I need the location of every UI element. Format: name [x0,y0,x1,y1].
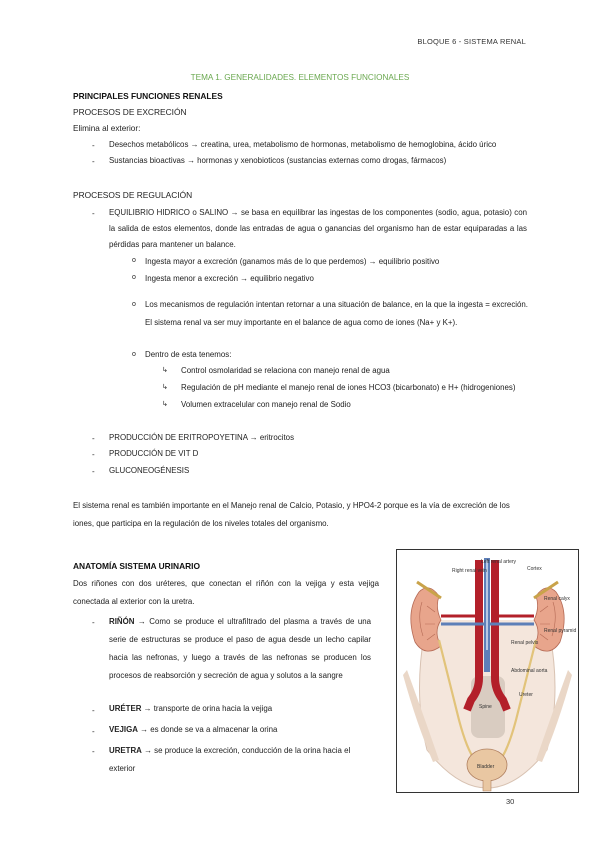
label-left-renal-artery: Left renal artery [481,559,517,565]
anatomia-heading: ANATOMÍA SISTEMA URINARIO [73,561,201,571]
principales-heading: PRINCIPALES FUNCIONES RENALES [73,91,223,101]
label-abdominal-aorta: Abdominal aorta [511,668,548,674]
definition: → es donde se va a almacenar la orina [137,725,278,734]
bullet-dash: - [92,157,95,166]
anatomia-item-vejiga [109,722,371,738]
anatomia-item-rinon [109,613,371,685]
bullet-dash: - [92,141,95,150]
urinary-system-figure [396,549,579,793]
other-item: PRODUCCIÓN DE ERITROPOYETINA → eritrocitos [109,433,295,442]
urinary-system-illustration [397,550,578,792]
calcio-paragraph: El sistema renal es también importante en el Manejo renal de Calcio, Potasio, y HPO4-2 porque es la vía de excreción de los iones, que participa en la regulación de los niveles totales del organismo. [73,501,510,528]
circle-item: Ingesta menor a excreción → equilibrio negativo [145,274,314,283]
bullet-dash: - [92,209,95,218]
bullet-circle: o [132,301,136,308]
equilibrio-paragraph: EQUILIBRIO HIDRICO o SALINO → se basa en equilibrar las ingestas de los componentes (sodio, agua, potasio) con la salida de estos elementos, donde las entradas de agua o ganancias del organismo han de estar equiparadas a las pérdidas para mantener un balance. [109,208,527,249]
arrow-bullet-icon: ↳ [162,401,168,408]
page-number: 30 [506,797,515,806]
term: URETRA [109,746,142,755]
arrow-item: Regulación de pH mediante el manejo renal de iones HCO3 (bicarbonato) e H+ (hidrogeniones) [181,383,516,392]
bullet-circle: o [132,274,136,281]
running-header: BLOQUE 6 - SISTEMA RENAL [417,37,526,46]
other-item: PRODUCCIÓN DE VIT D [109,449,199,458]
bullet-dash: - [92,467,95,476]
term: RIÑÓN [109,617,135,626]
definition: → transporte de orina hacia la vejiga [141,704,273,713]
label-cortex: Cortex [527,566,542,572]
anatomia-item-uretra [109,742,373,778]
arrow-item: Volumen extracelular con manejo renal de Sodio [181,400,351,409]
definition: → Como se produce el ultrafiltrado del plasma a través de una serie de estructuras se produce el paso de agua desde un lecho capilar hacia las nefronas, y luego a través de las nefronas se producen los procesos de reabsorción y secreción de agua y solutos a la sangre [109,617,371,680]
label-renal-calyx: Renal calyx [544,596,570,602]
arrow-bullet-icon: ↳ [162,384,168,391]
bullet-dash: - [92,450,95,459]
label-renal-pelvis: Renal pelvis [511,640,539,646]
bullet-dash: - [92,434,95,443]
arrow-bullet-icon: ↳ [162,367,168,374]
circle-item: Ingesta mayor a excreción (ganamos más de lo que perdemos) → equilibrio positivo [145,257,440,266]
label-renal-pyramid: Renal pyramid [544,628,577,634]
bullet-dash: - [92,706,95,715]
arrow-item: Control osmolaridad se relaciona con manejo renal de agua [181,366,390,375]
page-title: TEMA 1. GENERALIDADES. ELEMENTOS FUNCIONALES [190,73,410,82]
urethra-shape [483,780,491,791]
circle-item: Los mecanismos de regulación intentan retornar a una situación de balance, en la que la ingesta = excreción. El sistema renal va ser muy importante en el balance de agua como de iones (Na+ y K+). [145,300,528,327]
excrecion-item: Desechos metabólicos → creatina, urea, metabolismo de hormonas, metabolismo de hemoglobina, ácido úrico [109,140,497,149]
term: URÉTER [109,704,142,713]
bullet-dash: - [92,727,95,736]
label-ureter: Ureter [519,692,533,698]
circle-item: Dentro de esta tenemos: [145,350,232,359]
regulacion-heading: PROCESOS DE REGULACIÓN [73,190,193,200]
excrecion-intro: Elimina al exterior: [73,124,141,133]
label-right-renal-vein: Right renal vein [452,568,487,574]
term: VEJIGA [109,725,138,734]
excrecion-item: Sustancias bioactivas → hormonas y xenobioticos (sustancias externas como drogas, fármacos) [109,156,447,165]
bullet-circle: o [132,257,136,264]
excrecion-heading: PROCESOS DE EXCRECIÓN [73,107,187,117]
bullet-circle: o [132,351,136,358]
definition: → se produce la excreción, conducción de la orina hacia el exterior [109,746,351,773]
other-item: GLUCONEOGÉNESIS [109,466,190,475]
label-spine: Spine [479,704,492,710]
bullet-dash: - [92,618,95,627]
label-bladder: Bladder [477,764,495,770]
left-kidney [411,588,441,651]
bullet-dash: - [92,747,95,756]
anatomia-item-ureter [109,701,371,717]
anatomia-intro: Dos riñones con dos uréteres, que conectan el riñón con la vejiga y esta vejiga conectada al exterior con la uretra. [73,579,379,606]
